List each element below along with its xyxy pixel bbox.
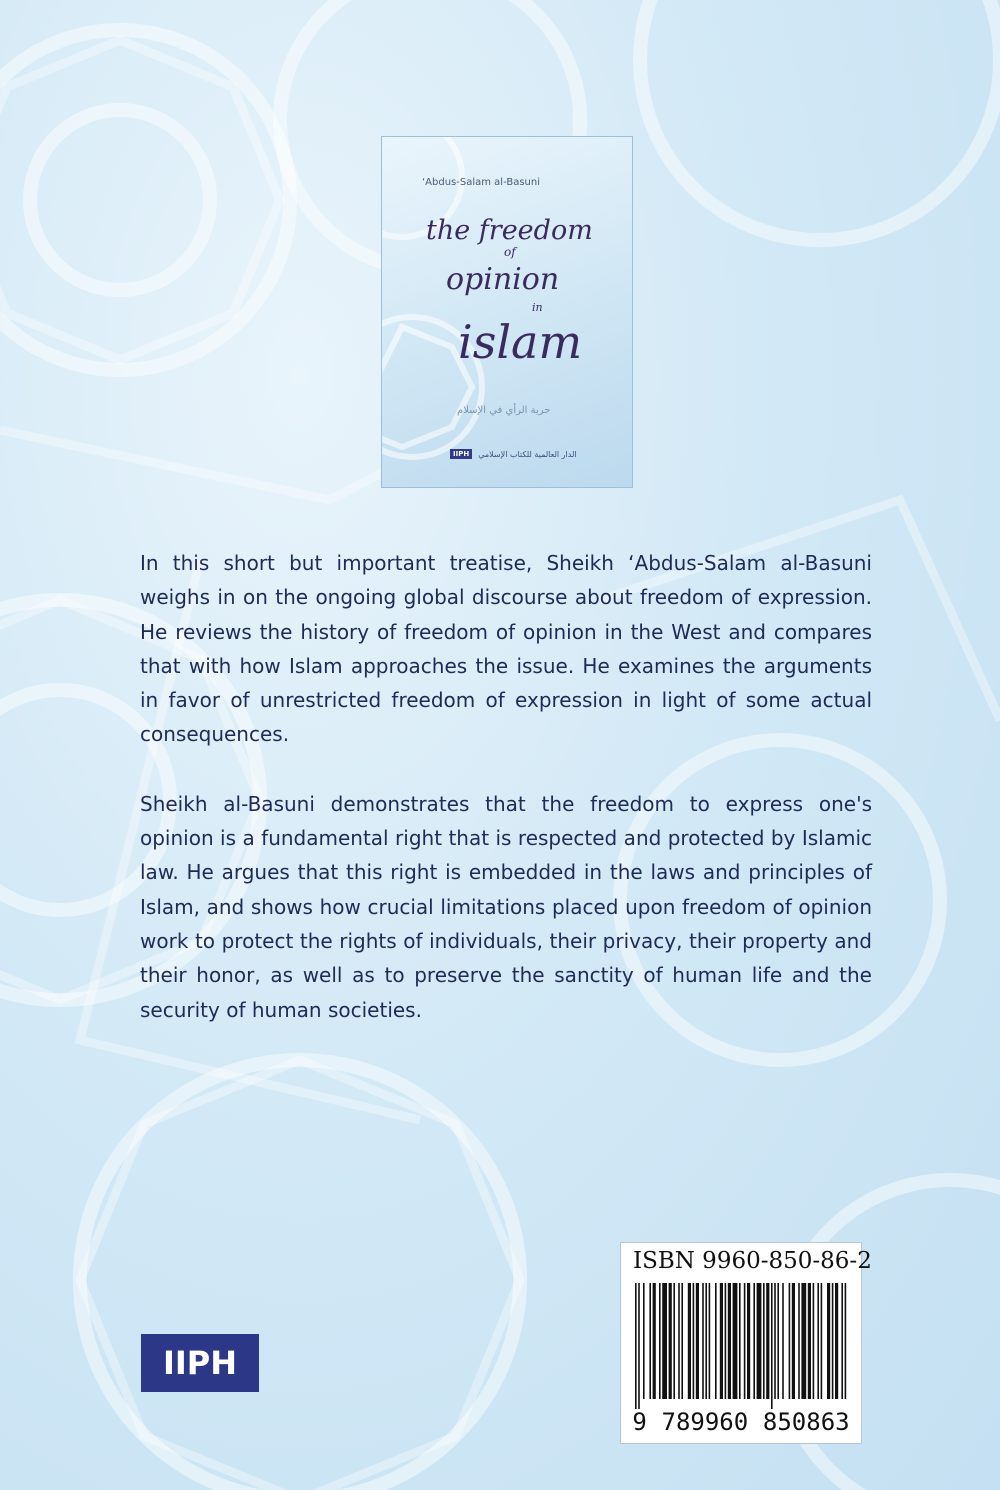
thumbnail-author: ‘Abdus-Salam al-Basuni (422, 177, 540, 188)
barcode-bar (757, 1283, 762, 1399)
thumbnail-publisher (450, 449, 577, 459)
thumbnail-arabic-title: حرية الرأي في الإسلام (457, 405, 551, 416)
ean-digits-left: 789960 (661, 1408, 749, 1436)
barcode-bar (744, 1283, 746, 1399)
barcode-bar (669, 1283, 672, 1399)
thumbnail-title-line-3: opinion (446, 262, 560, 297)
thumbnail-title-line-4: in (532, 301, 543, 314)
barcode-bar (832, 1283, 834, 1399)
barcode-bar (817, 1283, 819, 1399)
barcode-bar (841, 1283, 843, 1399)
barcode-bar (821, 1283, 823, 1399)
barcode-bar (673, 1283, 675, 1399)
barcode-bar (659, 1283, 661, 1399)
barcode-bars (633, 1283, 849, 1409)
barcode-bar (827, 1283, 830, 1399)
ean-digits (621, 1408, 861, 1436)
barcode-bar (792, 1283, 795, 1399)
thumbnail-title-line-1: the freedom (426, 215, 593, 246)
barcode-bar (766, 1283, 769, 1399)
description-paragraph-2: Sheikh al-Basuni demonstrates that the freedom to express one's opinion is a fundamental right that is respected and protected by Islamic law. He argues that this right is embedded in the laws and principles of Islam, and shows how crucial limitations placed upon freedom of opinion work to protect the rights of individuals, their privacy, their property and their honor, as well as to preserve the sanctity of human life and the security of human societies. (140, 791, 872, 1022)
barcode-bar (763, 1283, 765, 1399)
barcode-bar (777, 1283, 779, 1399)
barcode-bar (845, 1283, 847, 1399)
book-description (140, 546, 872, 1062)
barcode-bar (693, 1283, 695, 1399)
barcode-bar (681, 1283, 683, 1399)
barcode-bar (782, 1283, 784, 1399)
barcode-bar (813, 1283, 815, 1399)
cover-thumbnail (381, 136, 633, 488)
thumbnail-title-line-5: islam (458, 315, 583, 369)
barcode-bar (653, 1283, 656, 1399)
barcode-bar (702, 1283, 704, 1399)
barcode-bar (728, 1283, 731, 1399)
barcode-bar (774, 1283, 776, 1399)
barcode-bar (747, 1283, 750, 1399)
publisher-logo: IIPH (141, 1334, 259, 1392)
thumbnail-publisher-arabic: الدار العالمية للكتاب الإسلامي (478, 449, 577, 459)
barcode-bar (753, 1283, 755, 1399)
barcode-bar (705, 1283, 707, 1399)
isbn-label: ISBN 9960-850-86-2 (633, 1248, 872, 1274)
barcode-bar (678, 1283, 680, 1399)
barcode-bar (635, 1283, 637, 1409)
barcode-bar (771, 1283, 773, 1409)
barcode-bar (649, 1283, 651, 1399)
barcode-bar (720, 1283, 723, 1399)
barcode-bar (715, 1283, 717, 1399)
barcode-bar (638, 1283, 640, 1409)
barcode-bar (798, 1283, 800, 1399)
barcode-bar (733, 1283, 738, 1399)
ean-digit-lead: 9 (632, 1408, 647, 1436)
barcode (620, 1242, 872, 1444)
barcode-bar (696, 1283, 699, 1399)
barcode-bar (688, 1283, 691, 1399)
barcode-bar (801, 1283, 806, 1399)
thumbnail-pattern (382, 137, 632, 487)
thumbnail-title-line-2: of (504, 245, 516, 259)
barcode-bar (725, 1283, 727, 1399)
barcode-bar (709, 1283, 711, 1399)
barcode-bar (808, 1283, 811, 1399)
barcode-bar (643, 1283, 645, 1399)
thumbnail-publisher-logo: IIPH (450, 449, 472, 459)
ean-digits-right: 850863 (762, 1408, 850, 1436)
barcode-bar (662, 1283, 667, 1399)
barcode-bar (789, 1283, 791, 1399)
description-paragraph-1: In this short but important treatise, Sheikh ‘Abdus-Salam al-Basuni weighs in on the ongoing global discourse about freedom of expression. He reviews the history of freedom of opinion in the West and compares that with how Islam approaches the issue. He examines the arguments in favor of unrestricted freedom of expression in light of some actual consequences. (140, 551, 872, 747)
barcode-bar (739, 1283, 741, 1399)
barcode-bar (835, 1283, 838, 1399)
